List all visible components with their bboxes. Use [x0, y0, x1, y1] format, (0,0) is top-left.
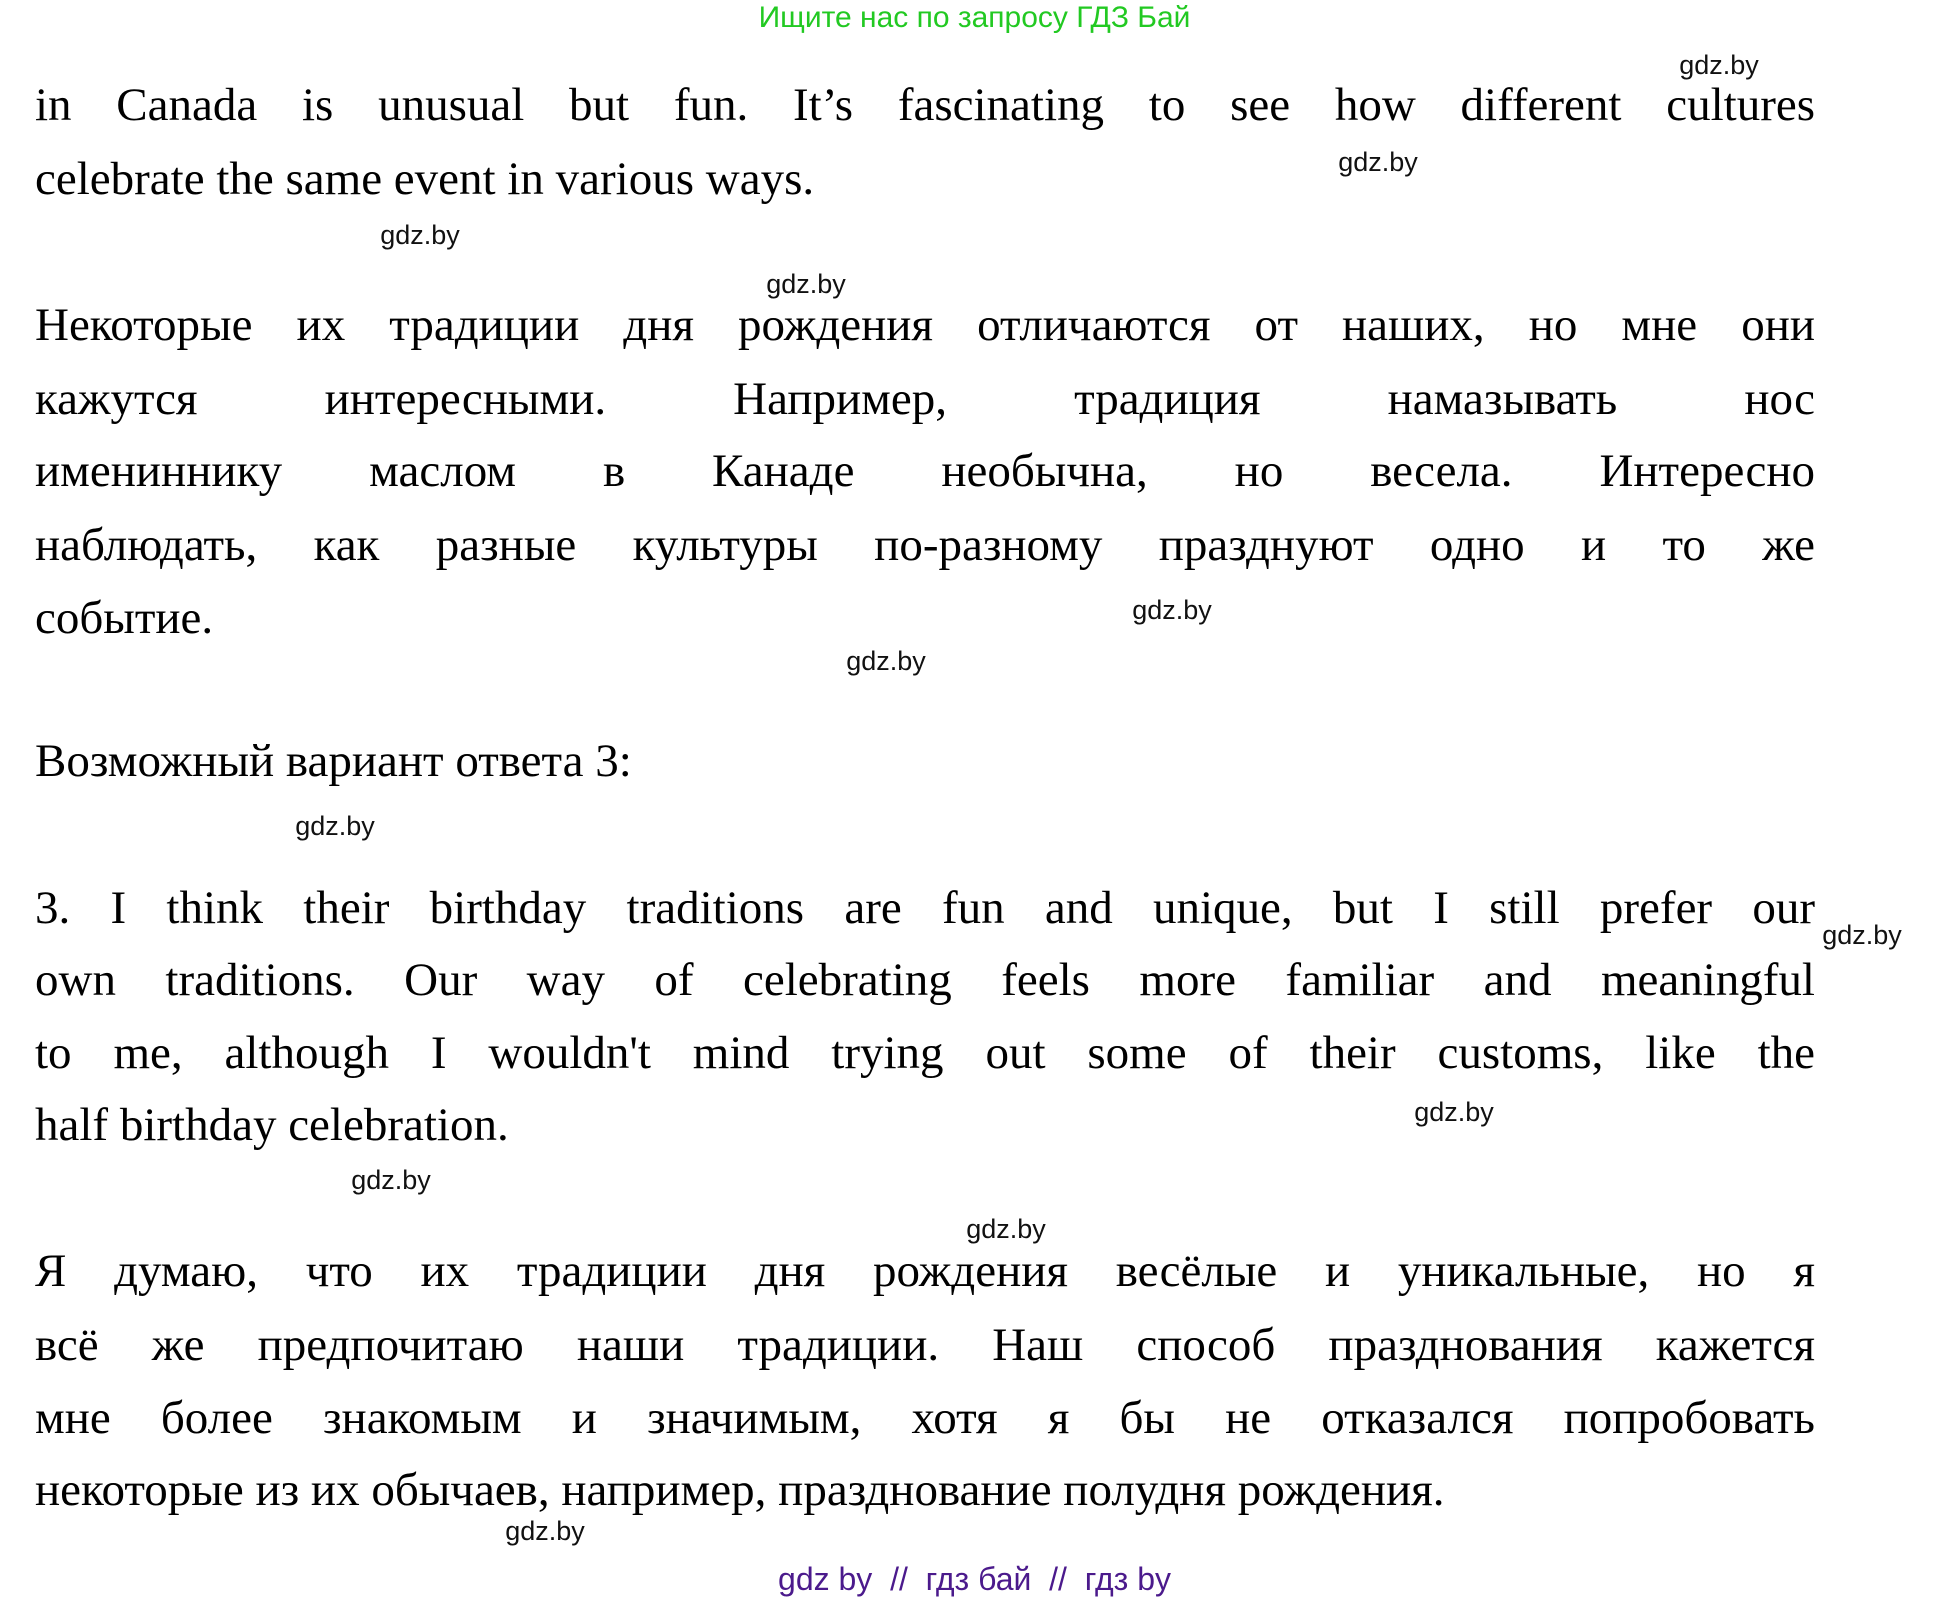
text-line: мне более знакомым и значимым, хотя я бы не отказался попробовать	[35, 1392, 1815, 1444]
text-line: Некоторые их традиции дня рождения отличаются от наших, но мне они	[35, 299, 1815, 351]
text-line: некоторые из их обычаев, например, празднование полудня рождения.	[35, 1464, 1445, 1516]
watermark: gdz.by	[966, 1214, 1046, 1244]
text-line: кажутся интересными. Например, традиция намазывать нос	[35, 373, 1815, 425]
footer-links: gdz by // гдз бай // гдз by	[778, 1561, 1171, 1597]
watermark: gdz.by	[1679, 50, 1759, 80]
text-line: 3. I think their birthday traditions are fun and unique, but I still prefer our	[35, 882, 1815, 934]
text-line: Я думаю, что их традиции дня рождения весёлые и уникальные, но я	[35, 1245, 1815, 1297]
watermark: gdz.by	[1338, 147, 1418, 177]
text-line: in Canada is unusual but fun. It’s fascinating to see how different cultures	[35, 79, 1815, 131]
watermark: gdz.by	[1414, 1097, 1494, 1127]
watermark: gdz.by	[1822, 920, 1902, 950]
watermark: gdz.by	[505, 1516, 585, 1546]
answer-heading: Возможный вариант ответа 3:	[35, 735, 632, 787]
text-line: всё же предпочитаю наши традиции. Наш способ празднования кажется	[35, 1319, 1815, 1371]
text-line: to me, although I wouldn't mind trying out some of their customs, like the	[35, 1027, 1815, 1079]
watermark: gdz.by	[1132, 595, 1212, 625]
watermark: gdz.by	[846, 646, 926, 676]
text-line: celebrate the same event in various ways.	[35, 153, 815, 205]
text-line: half birthday celebration.	[35, 1099, 509, 1151]
text-line: own traditions. Our way of celebrating feels more familiar and meaningful	[35, 954, 1815, 1006]
watermark: gdz.by	[766, 269, 846, 299]
watermark: gdz.by	[295, 811, 375, 841]
text-line: наблюдать, как разные культуры по-разному празднуют одно и то же	[35, 519, 1815, 571]
watermark: gdz.by	[351, 1165, 431, 1195]
search-banner: Ищите нас по запросу ГДЗ Бай	[758, 1, 1191, 34]
watermark: gdz.by	[380, 220, 460, 250]
text-line: имениннику маслом в Канаде необычна, но весела. Интересно	[35, 445, 1815, 497]
text-line: событие.	[35, 592, 214, 644]
